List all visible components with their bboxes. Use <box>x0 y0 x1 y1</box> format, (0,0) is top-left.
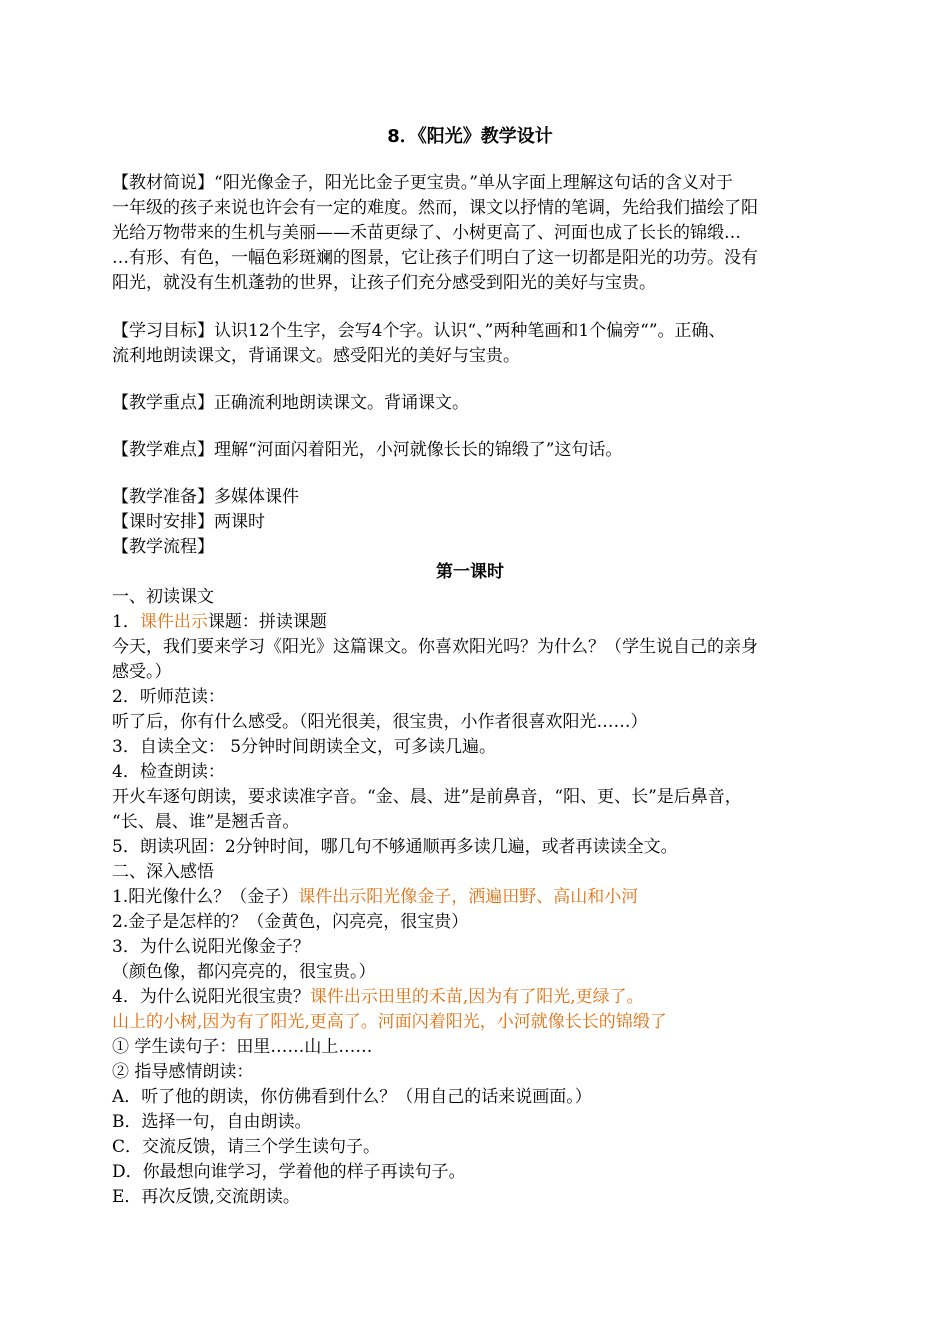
highlight-text: 课件出示阳光像金子，洒遍田野、高山和小河 <box>298 887 639 907</box>
step-item: 5．朗读巩固：2分钟时间，哪几句不够通顺再多读几遍，或者再读读全文。 <box>112 837 678 857</box>
activity-item: B．选择一句，自由朗读。 <box>112 1112 312 1132</box>
step-text: “长、晨、谁”是翘舌音。 <box>112 812 300 832</box>
process-line: 【教学流程】 <box>112 537 214 557</box>
highlight-text: 山上的小树,因为有了阳光,更高了。河面闪着阳光，小河就像长长的锦缎了 <box>112 1012 667 1032</box>
step-item: 3．自读全文： 5分钟时间朗读全文，可多读几遍。 <box>112 737 497 757</box>
goals-paragraph <box>112 319 828 369</box>
activity-item: A．听了他的朗读，你仿佛看到什么？（用自己的话来说画面。） <box>112 1087 592 1107</box>
intro-paragraph <box>112 171 828 296</box>
question-text: 1.阳光像什么？（金子） <box>112 887 299 907</box>
goals-line: 【学习目标】认识12个生字，会写4个字。认识“、”两种笔画和1个偏旁“”。正确、 <box>112 321 726 341</box>
document-title: 8．《阳光》教学设计 <box>387 126 553 147</box>
step-number: 1． <box>112 612 140 632</box>
intro-line: 【教材简说】“阳光像金子，阳光比金子更宝贵。”单从字面上理解这句话的含义对于 <box>112 173 733 193</box>
step-text: 开火车逐句朗读，要求读准字音。“金、晨、进”是前鼻音，“阳、更、长”是后鼻音， <box>112 787 742 807</box>
preparation <box>112 485 828 560</box>
session-heading: 第一课时 <box>436 562 504 582</box>
answer-text: （颜色像，都闪亮亮的，很宝贵。） <box>112 962 376 982</box>
activity-item: C．交流反馈，请三个学生读句子。 <box>112 1137 381 1157</box>
step-text: 听了后，你有什么感受。（阳光很美，很宝贵，小作者很喜欢阳光……） <box>112 712 648 732</box>
step-text: 课题：拼读课题 <box>207 612 327 632</box>
sub-step: ② 指导感情朗读： <box>112 1062 254 1082</box>
question-item <box>112 885 828 910</box>
section-heading: 二、深入感悟 <box>112 862 214 882</box>
step-text: 今天，我们要来学习《阳光》这篇课文。你喜欢阳光吗？为什么？（学生说自己的亲身 <box>112 637 758 657</box>
intro-line: 阳光，就没有生机蓬勃的世界，让孩子们充分感受到阳光的美好与宝贵。 <box>112 273 656 293</box>
goals-line: 流利地朗读课文，背诵课文。感受阳光的美好与宝贵。 <box>112 346 520 366</box>
highlight-text: 课件出示 <box>139 612 208 632</box>
section-heading: 一、初读课文 <box>112 587 214 607</box>
highlight-text: 课件出示田里的禾苗,因为有了阳光,更绿了。 <box>309 987 644 1007</box>
activity-item: E．再次反馈,交流朗读。 <box>112 1187 300 1207</box>
step-item: 4．检查朗读： <box>112 762 225 782</box>
step-item <box>112 610 828 635</box>
intro-line: 一年级的孩子来说也许会有一定的难度。然而，课文以抒情的笔调，先给我们描绘了阳 <box>112 198 758 218</box>
intro-line: …有形、有色，一幅色彩斑斓的图景，它让孩子们明白了这一切都是阳光的功劳。没有 <box>112 248 758 268</box>
question-item: 3．为什么说阳光像金子？ <box>112 937 310 957</box>
difficulty: 【教学难点】理解“河面闪着阳光，小河就像长长的锦缎了”这句话。 <box>112 440 623 460</box>
intro-line: 光给万物带来的生机与美丽——禾苗更绿了、小树更高了、河面也成了长长的锦缎… <box>112 223 741 243</box>
question-text: 4．为什么说阳光很宝贵？ <box>112 987 310 1007</box>
activity-item: D．你最想向谁学习，学着他的样子再读句子。 <box>112 1162 466 1182</box>
question-item: 2.金子是怎样的？（金黄色，闪亮亮，很宝贵） <box>112 912 469 932</box>
step-text: 感受。） <box>112 662 172 682</box>
question-item <box>112 985 828 1010</box>
key-point: 【教学重点】正确流利地朗读课文。背诵课文。 <box>112 393 469 413</box>
step-item: 2．听师范读： <box>112 687 225 707</box>
prep-line: 【教学准备】多媒体课件 <box>112 487 299 507</box>
sub-step: ① 学生读句子：田里……山上…… <box>112 1037 373 1057</box>
schedule-line: 【课时安排】两课时 <box>112 512 265 532</box>
lesson-flow <box>112 585 828 1210</box>
